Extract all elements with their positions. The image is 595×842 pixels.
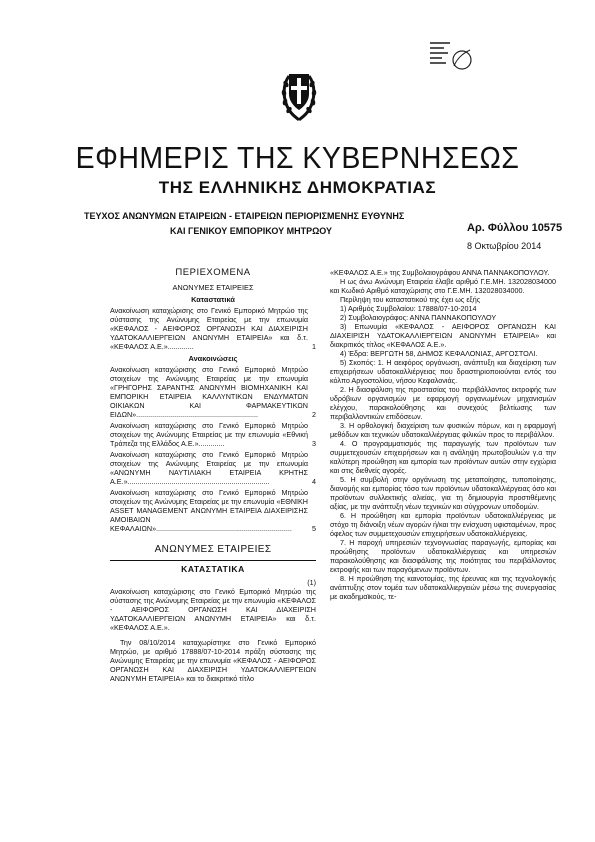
body-paragraph: 2. Η διασφάλιση της προστασίας του περιβάλλοντος εκτροφής των υδρόβιων οργανισμών με εφαρμογή οργανωμένων μηχανισμών ελέγχου, παρακολούθησης και συνεχούς βελτίωσης των περιβαλλοντικών επιδόσεων. — [330, 385, 556, 421]
contents-entry — [110, 365, 316, 419]
body-paragraph: 8. Η προώθηση της καινοτομίας, της έρευνας και της τεχνολογικής ανάπτυξης στον τομέα των υδατοκαλλιεργειών μέσω της συνεργασίας με ακαδημαϊκούς, τε- — [330, 574, 556, 601]
body-paragraph: 3) Επωνυμία «ΚΕΦΑΛΟΣ - ΑΕΙΦΟΡΟΣ ΟΡΓΑΝΩΣΗ ΚΑΙ ΔΙΑΧΕΙΡΙΣΗ ΥΔΑΤΟΚΑΛΛΙΕΡΓΕΙΩΝ ΑΝΩΝΥΜΗ ΕΤΑΙΡΕΙΑ» και διακριτικός τίτλος «ΚΕΦΑΛΟΣ Α.Ε.». — [330, 322, 556, 349]
body-paragraph: 7. Η παροχή υπηρεσιών τεχνογνωσίας παραγωγής, εμπορίας και προώθησης προϊόντων υδατοκαλλιέργειας και υπηρεσιών παρακολούθησης και διασφάλισης της ποιότητας του περιβάλλοντος εκτροφής και των παραγόμενων προϊόντων. — [330, 538, 556, 574]
contents-entry-page: 3 — [312, 439, 316, 448]
contents-entry-text: Ανακοίνωση καταχώρισης στο Γενικό Εμπορικό Μητρώο στοιχείων της Ανώνυμης Εταιρείας με την επωνυμία «ΑΝΩΝΥΜΗ ΝΑΥΤΙΛΙΑΚΗ ΕΤΑΙΡΕΙΑ ΚΡΗΤΗΣ Α.Ε.»....................................................................... — [110, 450, 308, 486]
section-divider — [110, 560, 316, 561]
gazette-subtitle: ΤΗΣ ΕΛΛΗΝΙΚΗΣ ΔΗΜΟΚΡΑΤΙΑΣ — [158, 178, 437, 197]
body-paragraph: Περίληψη του καταστατικού της έχει ως εξής — [340, 295, 481, 304]
sheet-number: Αρ. Φύλλου 10575 — [467, 222, 563, 234]
body-subsection-heading: ΚΑΤΑΣΤΑΤΙΚΑ — [181, 564, 245, 574]
contents-entry-page: 4 — [312, 477, 316, 486]
contents-heading: ΠΕΡΙΕΧΟΜΕΝΑ — [175, 267, 251, 278]
announcement-title: Ανακοίνωση καταχώρισης στο Γενικό Εμπορικό Μητρώο της σύστασης της Ανώνυμης Εταιρείας με την επωνυμία «ΚΕΦΑΛΟΣ - ΑΕΙΦΟΡΟΣ ΟΡΓΑΝΩΣΗ ΚΑΙ ΔΙΑΧΕΙΡΙΣΗ ΥΔΑΤΟΚΑΛΛΙΕΡΓΕΙΩΝ ΑΝΩΝΥΜΗ ΕΤΑΙΡΕΙΑ» και δ.τ. «ΚΕΦΑΛΟΣ Α.Ε.». — [110, 587, 316, 632]
announcement-number: (1) — [307, 578, 316, 587]
body-paragraph: 1) Αριθμός Συμβολαίου: 17888/07-10-2014 — [340, 304, 477, 313]
body-paragraph: 2) Συμβολαιογράφος: ΑΝΝΑ ΠΑΝΝΑΚΟΠΟΥΛΟΥ — [340, 313, 497, 322]
body-paragraph: 4) Έδρα: ΒΕΡΓΩΤΗ 58, ΔΗΜΟΣ ΚΕΦΑΛΟΝΙΑΣ, ΑΡΓΟΣΤΟΛΙ. — [340, 349, 538, 358]
contents-entry-text: Ανακοίνωση καταχώρισης στο Γενικό Εμπορικό Μητρώο της σύστασης της Ανώνυμης Εταιρείας με την επωνυμία «ΚΕΦΑΛΟΣ - ΑΕΙΦΟΡΟΣ ΟΡΓΑΝΩΣΗ ΚΑΙ ΔΙΑΧΕΙΡΙΣΗ ΥΔΑΤΟΚΑΛΛΙΕΡΓΕΙΩΝ ΑΝΩΝΥΜΗ ΕΤΑΙΡΕΙΑ» και δ.τ. «ΚΕΦΑΛΟΣ Α.Ε.»............. — [110, 306, 308, 351]
body-section-heading: ΑΝΩΝΥΜΕΣ ΕΤΑΙΡΕΙΕΣ — [154, 544, 272, 555]
body-paragraph: 3. Η ορθολογική διαχείριση των φυσικών πόρων, και η εφαρμογή μεθόδων και τεχνικών υδατοκαλλιέργειας φιλικών προς το περιβάλλον. — [330, 421, 556, 439]
hellenic-republic-emblem — [279, 48, 319, 128]
contents-entry — [110, 488, 316, 533]
body-paragraph: «ΚΕΦΑΛΟΣ Α.Ε.» της Συμβολαιογράφου ΑΝΝΑ ΠΑΝΝΑΚΟΠΟΥΛΟΥ. — [330, 268, 550, 277]
body-paragraph: 4. Ο προγραμματισμός της παραγωγής των προϊόντων των συμμετεχουσών επιχειρήσεων και η ανάληψη πρωτοβουλιών γ.α την καλύτερη προώθηση και εμπορία των προϊόντων αυτών στην εγχώρια και στις διεθνείς αγορές. — [330, 439, 556, 475]
contents-entry-text: Ανακοίνωση καταχώρισης στο Γενικό Εμπορικό Μητρώο στοιχείων της Ανώνυμης Εταιρείας με την επωνυμία «ΓΡΗΓΟΡΗΣ ΣΑΡΑΝΤΗΣ ΑΝΩΝΥΜΗ ΒΙΟΜΗΧΑΝΙΚΗ ΚΑΙ ΕΜΠΟΡΙΚΗ ΕΤΑΙΡΕΙΑ ΚΑΛΛΥΝΤΙΚΩΝ ΕΝΔΥΜΑΤΩΝ ΟΙΚΙΑΚΩΝ ΚΑΙ ΦΑΡΜΑΚΕΥΤΙΚΩΝ ΕΙΔΩΝ»............................................................. — [110, 365, 308, 419]
body-paragraph: 5) Σκοπός: 1. Η αειφόρος οργάνωση, ανάπτυξη και διαχείριση των επιχειρήσεων υδατοκαλλιέργειας που δραστηριοποιούνται εντός του κόλπο Αργοστολίου, νήσου Κεφαλονιάς. — [330, 358, 556, 385]
contents-entry-page: 1 — [312, 342, 316, 351]
series-line-1: ΤΕΥΧΟΣ ΑΝΩΝΥΜΩΝ ΕΤΑΙΡΕΙΩΝ - ΕΤΑΙΡΕΙΩΝ ΠΕΡΙΟΡΙΣΜΕΝΗΣ ΕΥΘΥΝΗΣ — [84, 211, 405, 221]
gazette-title: ΕΦΗΜΕΡΙΣ ΤΗΣ ΚΥΒΕΡΝΗΣΕΩΣ — [75, 140, 520, 175]
issue-date: 8 Οκτωβρίου 2014 — [467, 241, 542, 251]
body-paragraph: 5. Η συμβολή στην οργάνωση της μεταποίησης, τυποποίησης, διανομής και εμπορίας τόσο των προϊόντων υδατοκαλλιέργειας όσο και προϊόντων συλλεκτικής αλιείας, για τη δημιουργία προστιθέμενης αξίας, με την ανάπτυξη νέων τεχνικών και σύγχρονων υποδομών. — [330, 475, 556, 511]
body-paragraph: 6. Η προώθηση και εμπορία προϊόντων υδατοκαλλιέργειας με στόχο τη διάνοιξη νέων αγορών ή/και την ενίσχυση υφισταμένων, προς όφελος των συμμετεχουσών επιχειρήσεων υδατοκαλλιέργειας. — [330, 511, 556, 538]
contents-entry — [110, 306, 316, 351]
contents-entry-text: Ανακοίνωση καταχώρισης στο Γενικό Εμπορικό Μητρώο στοιχείων της Ανώνυμης Εταιρείας με την επωνυμία «Εθνική Τράπεζα της Ελλάδος Α.Ε.»............. — [110, 421, 308, 448]
body-paragraph: Η ως άνω Ανώνυμη Εταιρεία έλαβε αριθμό Γ.Ε.ΜΗ. 132028034000 και Κωδικό Αριθμό καταχώρισης στο Γ.Ε.ΜΗ. 132028034000. — [330, 277, 556, 295]
left-column — [110, 268, 316, 683]
contents-entry-text: Ανακοίνωση καταχώρισης στο Γενικό Εμπορικό Μητρώο στοιχείων της Ανώνυμης Εταιρείας με την επωνυμία «ΕΘΝΙΚΗ ASSET MANAGEMENT ΑΝΩΝΥΜΗ ΕΤΑΙΡΕΙΑ ΔΙΑΧΕΙΡΙΣΗΣ ΑΜΟΙΒΑΙΩΝ ΚΕΦΑΛΑΙΩΝ».................................................................... — [110, 488, 308, 533]
contents-entry — [110, 421, 316, 448]
body-paragraph: Την 08/10/2014 καταχωρίστηκε στο Γενικό Εμπορικό Μητρώο, με αριθμό 17888/07-10-2014 πράξη σύστασης της Ανώνυμης Εταιρείας με την επωνυμία «ΚΕΦΑΛΟΣ - ΑΕΙΦΟΡΟΣ ΟΡΓΑΝΩΣΗ ΚΑΙ ΔΙΑΧΕΙΡΙΣΗ ΥΔΑΤΟΚΑΛΛΙΕΡΓΕΙΩΝ ΑΝΩΝΥΜΗ ΕΤΑΙΡΕΙΑ» και το διακριτικό τίτλο — [110, 638, 316, 683]
contents-subsection-anakoinoseis: Ανακοινώσεις — [188, 354, 238, 363]
contents-entry — [110, 450, 316, 486]
contents-entry-page: 5 — [312, 524, 316, 533]
electronic-signature-seal — [428, 38, 472, 78]
contents-section: ΑΝΩΝΥΜΕΣ ΕΤΑΙΡΕΙΕΣ — [172, 283, 254, 292]
right-column — [330, 268, 556, 601]
series-line-2: ΚΑΙ ΓΕΝΙΚΟΥ ΕΜΠΟΡΙΚΟΥ ΜΗΤΡΩΟΥ — [170, 226, 333, 236]
contents-entry-page: 2 — [312, 410, 316, 419]
contents-subsection-katastatika: Καταστατικά — [191, 295, 235, 304]
